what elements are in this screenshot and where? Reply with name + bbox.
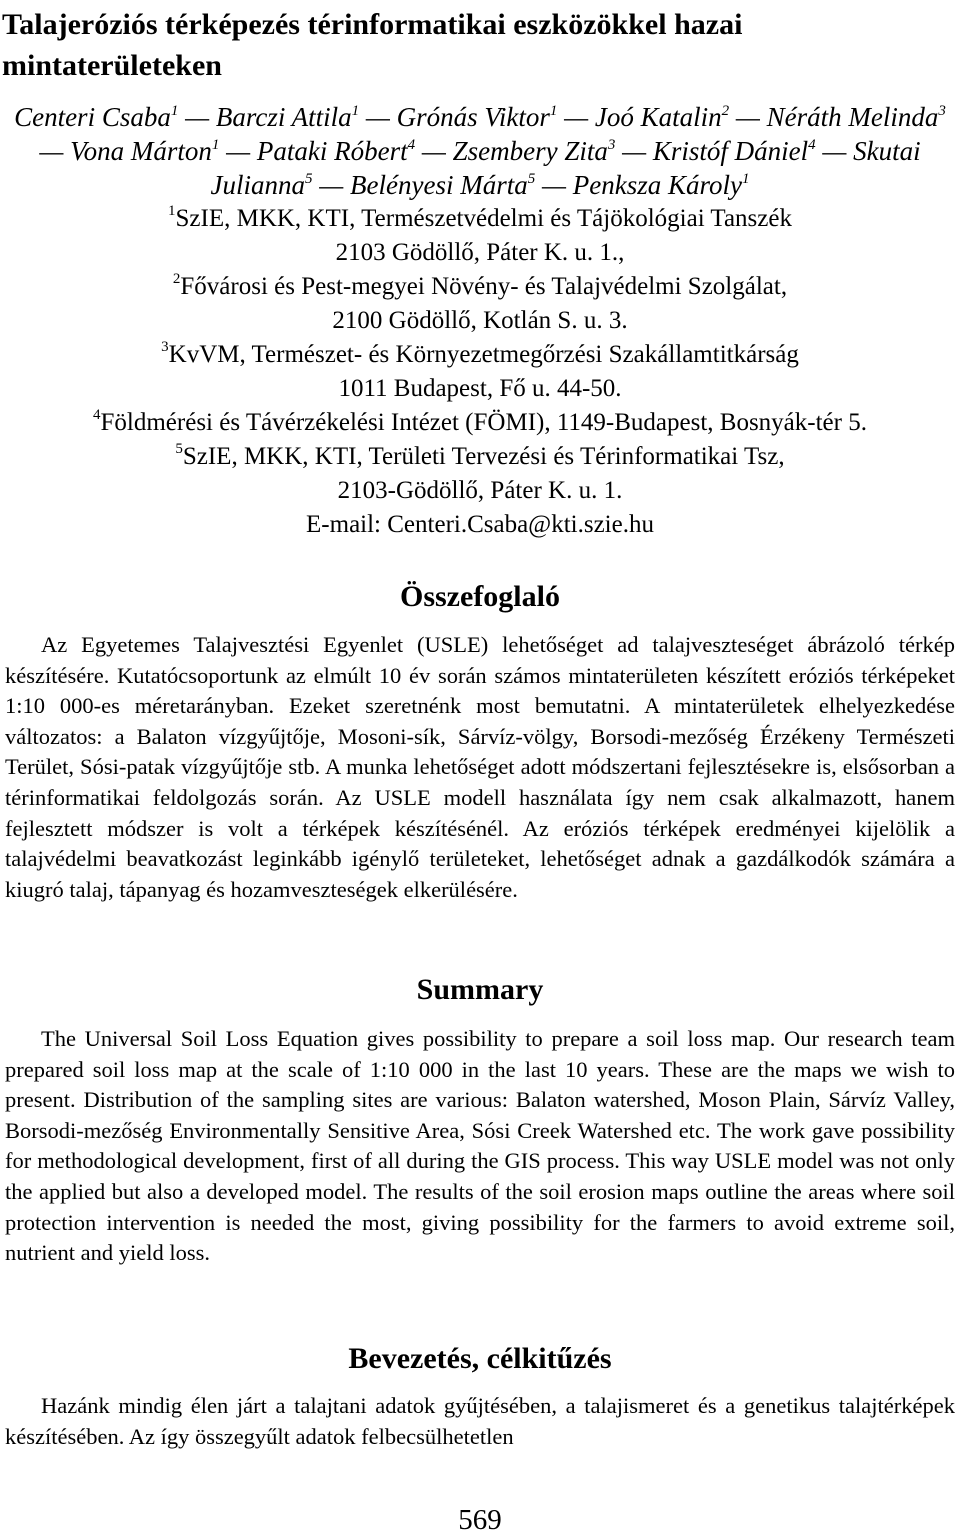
affiliation-list: [0, 202, 960, 508]
email: E-mail: Centeri.Csaba@kti.szie.hu: [306, 511, 654, 538]
affiliation: [0, 202, 960, 236]
author-affiliation-marker: 1: [211, 137, 220, 153]
author: [216, 102, 359, 132]
summary-text: The Universal Soil Loss Equation gives possibility to prepare a soil loss map. Our research team prepared soil loss map at the scale of 1:10 000 in the last 10 years. These are the maps we wish to present. Distribution of the sampling sites are various: Balaton watershed, Moson Plain, Sárvíz Valley, Borsodi-mezőség Environmentally Sensitive Area, Sósi Creek Watershed etc. The work gave possibility for methodological development, first of all during the GIS process. This way USLE model was not only the applied but also a developed model. The results of the soil erosion maps outline the areas where soil protection intervention is needed the most, giving possibility for the farmers to avoid extreme soil, nutrient and yield loss.: [5, 1026, 955, 1266]
affiliation-marker: 5: [175, 441, 183, 457]
author-affiliation-marker: 5: [527, 171, 536, 187]
author: [70, 136, 219, 166]
author-separator: —: [557, 102, 595, 132]
author-separator: —: [729, 102, 767, 132]
author-separator: —: [39, 136, 71, 166]
abstract-text-hu: Az Egyetemes Talajvesztési Egyenlet (USLE) lehetőséget ad talajveszteséget ábrázoló térkép készítésére. Kutatócsoportunk az elmúlt 10 év során számos mintaterületen készített eróziós térképeket 1:10 000-es méretarányban. Ezeket szeretnénk most bemutatni. A mintaterületek elhelyezkedése változatos: a Balaton vízgyűjtője, Mosoni-sík, Sárvíz-völgy, Borsodi-mezőség Érzékeny Természeti Terület, Sósi-patak vízgyűjtője stb. A munka lehetőséget adott módszertani fejlesztésekre is, elsősorban a térinformatikai feldolgozás során. Az USLE modell használata így nem csak alkalmazott, hanem fejlesztett módszer is volt a térképek készítésénél. Az eróziós térképek eredményei kijelölik a talajvédelmi beavatkozást leginkább igénylő területeket, lehetőséget adnak a gazdálkodók számára a kiugró talaj, tápanyag és hozamveszteségek elkerülésére.: [5, 632, 955, 902]
author-affiliation-marker: 3: [938, 103, 946, 119]
author: [573, 170, 750, 200]
author-affiliation-marker: 1: [741, 171, 750, 187]
affiliation-address: 2103-Gödöllő, Páter K. u. 1.: [337, 477, 623, 504]
author: [595, 102, 729, 132]
author: [653, 136, 816, 166]
affiliation-marker: 2: [172, 271, 181, 287]
author-name: Grónás Viktor: [396, 102, 550, 132]
author: [453, 136, 616, 166]
author: [257, 136, 415, 166]
author: [397, 102, 558, 132]
affiliation-address: 2103 Gödöllő, Páter K. u. 1.,: [335, 239, 625, 266]
introduction-text: Hazánk mindig élen járt a talajtani adatok gyűjtésében, a talajismeret és a genetikus talajtérképek készítésében. Az így összegyűlt adatok felbecsülhetetlen: [5, 1393, 955, 1449]
author-affiliation-marker: 5: [305, 171, 313, 187]
affiliation: [0, 440, 960, 474]
author: [767, 102, 946, 132]
author-name: Zsembery Zita: [452, 136, 608, 166]
introduction-heading: Bevezetés, célkitűzés: [348, 1342, 612, 1375]
author-separator: —: [359, 102, 397, 132]
author-affiliation-marker: 3: [607, 137, 616, 153]
author-name: Pataki Róbert: [256, 136, 408, 166]
affiliation-address: 2100 Gödöllő, Kotlán S. u. 3.: [332, 307, 628, 334]
affiliation-marker: 3: [161, 339, 169, 355]
author-affiliation-marker: 1: [351, 103, 360, 119]
affiliation: [0, 270, 960, 304]
affiliation-marker: 1: [168, 203, 176, 219]
author: [350, 170, 535, 200]
author-affiliation-marker: 4: [407, 137, 416, 153]
summary-heading: Summary: [416, 973, 544, 1006]
author-name: Néráth Melinda: [766, 102, 939, 132]
affiliation-name: SzIE, MKK, KTI, Területi Tervezési és Térinformatikai Tsz,: [182, 443, 785, 470]
author-name: Kristóf Dániel: [652, 136, 809, 166]
author-affiliation-marker: 4: [808, 137, 816, 153]
author-name: Barczi Attila: [215, 102, 352, 132]
affiliation-address: 1011 Budapest, Fő u. 44-50.: [338, 375, 622, 402]
author-separator: —: [535, 170, 573, 200]
abstract-heading-hu: Összefoglaló: [400, 580, 560, 613]
paper-title: Talajeróziós térképezés térinformatikai eszközökkel hazai mintaterületeken: [2, 8, 743, 82]
author-name: Centeri Csaba: [14, 102, 171, 132]
author-name: Joó Katalin: [594, 102, 722, 132]
page-number: 569: [458, 1504, 502, 1536]
author-separator: —: [415, 136, 453, 166]
author-affiliation-marker: 1: [549, 103, 558, 119]
author-name: Belényesi Márta: [350, 170, 528, 200]
author-separator: —: [312, 170, 351, 200]
affiliation-name: SzIE, MKK, KTI, Természetvédelmi és Tájökológiai Tanszék: [175, 205, 792, 232]
affiliation-marker: 4: [93, 407, 101, 423]
author-separator: —: [815, 136, 854, 166]
affiliation-name: Földmérési és Távérzékelési Intézet (FÖMI), 1149-Budapest, Bosnyák-tér 5.: [100, 409, 867, 436]
author-name: Penksza Károly: [572, 170, 742, 200]
author-name: Skutai Julianna: [210, 136, 921, 200]
author-separator: —: [178, 102, 216, 132]
author-affiliation-marker: 1: [170, 103, 179, 119]
affiliations: [0, 202, 960, 542]
author-list: [0, 100, 960, 202]
author-name: Vona Márton: [70, 136, 212, 166]
affiliation-name: KvVM, Természet- és Környezetmegőrzési Szakállamtitkárság: [168, 341, 799, 368]
author-affiliation-marker: 2: [721, 103, 730, 119]
affiliation-name: Fővárosi és Pest-megyei Növény- és Talajvédelmi Szolgálat,: [180, 273, 788, 300]
affiliation: [0, 338, 960, 372]
affiliation: [0, 406, 960, 440]
author-separator: —: [615, 136, 653, 166]
author-separator: —: [219, 136, 257, 166]
author: [14, 102, 178, 132]
